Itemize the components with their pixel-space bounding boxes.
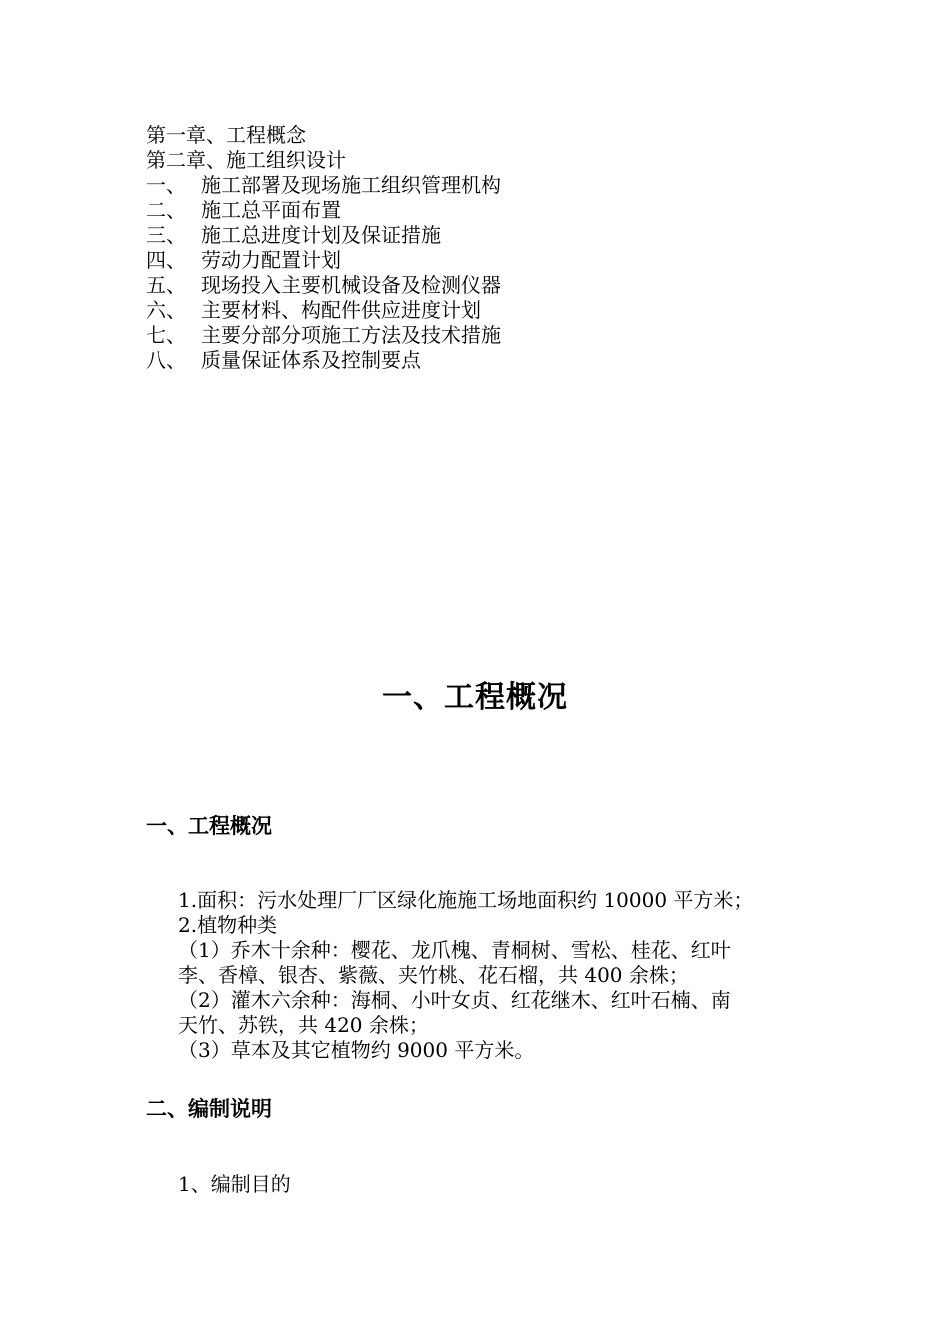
toc-chapter-1: 第一章、工程概念: [146, 123, 306, 147]
toc-item-4: [146, 248, 786, 273]
paragraph-line: 天竹、苏铁，共 420 余株；: [178, 1013, 429, 1037]
toc-item-3: [146, 223, 786, 248]
paragraph-line: （1）乔木十余种：樱花、龙爪槐、青桐树、雪松、桂花、红叶: [178, 938, 731, 962]
toc-item-label: 施工总平面布置: [201, 198, 341, 222]
paragraph-line: （3）草本及其它植物约 9000 平方米。: [178, 1038, 535, 1062]
page-title: 一、工程概况: [382, 680, 568, 715]
paragraph-line: 2.植物种类: [178, 913, 278, 937]
compilation-body: [178, 1172, 808, 1197]
paragraph-line: 1、编制目的: [178, 1172, 291, 1196]
table-of-contents: [146, 123, 786, 373]
toc-item-number: 八、: [146, 348, 186, 372]
toc-item-1: [146, 173, 786, 198]
paragraph-line: 1.面积：污水处理厂厂区绿化施施工场地面积约 10000 平方米；: [178, 888, 754, 912]
toc-item-label: 现场投入主要机械设备及检测仪器: [201, 273, 501, 297]
toc-item-label: 质量保证体系及控制要点: [201, 348, 421, 372]
overview-body: [178, 888, 808, 1063]
section-heading-compilation: 二、编制说明: [146, 1097, 272, 1121]
toc-item-number: 三、: [146, 223, 186, 247]
toc-chapter-2: 第二章、施工组织设计: [146, 148, 346, 172]
toc-item-label: 劳动力配置计划: [201, 248, 341, 272]
toc-item-number: 一、: [146, 173, 186, 197]
toc-item-label: 施工总进度计划及保证措施: [201, 223, 441, 247]
toc-item-number: 二、: [146, 198, 186, 222]
section-heading-overview: 一、工程概况: [146, 814, 272, 838]
paragraph-line: 李、香樟、银杏、紫薇、夹竹桃、花石榴，共 400 余株；: [178, 963, 689, 987]
toc-item-label: 主要材料、构配件供应进度计划: [201, 298, 481, 322]
toc-item-label: 主要分部分项施工方法及技术措施: [201, 323, 501, 347]
toc-item-number: 七、: [146, 323, 186, 347]
toc-item-label: 施工部署及现场施工组织管理机构: [201, 173, 501, 197]
toc-item-2: [146, 198, 786, 223]
toc-item-6: [146, 298, 786, 323]
toc-item-8: [146, 348, 786, 373]
toc-item-5: [146, 273, 786, 298]
paragraph-line: （2）灌木六余种：海桐、小叶女贞、红花继木、红叶石楠、南: [178, 988, 731, 1012]
toc-item-7: [146, 323, 786, 348]
toc-item-number: 五、: [146, 273, 186, 297]
toc-item-number: 四、: [146, 248, 186, 272]
toc-item-number: 六、: [146, 298, 186, 322]
